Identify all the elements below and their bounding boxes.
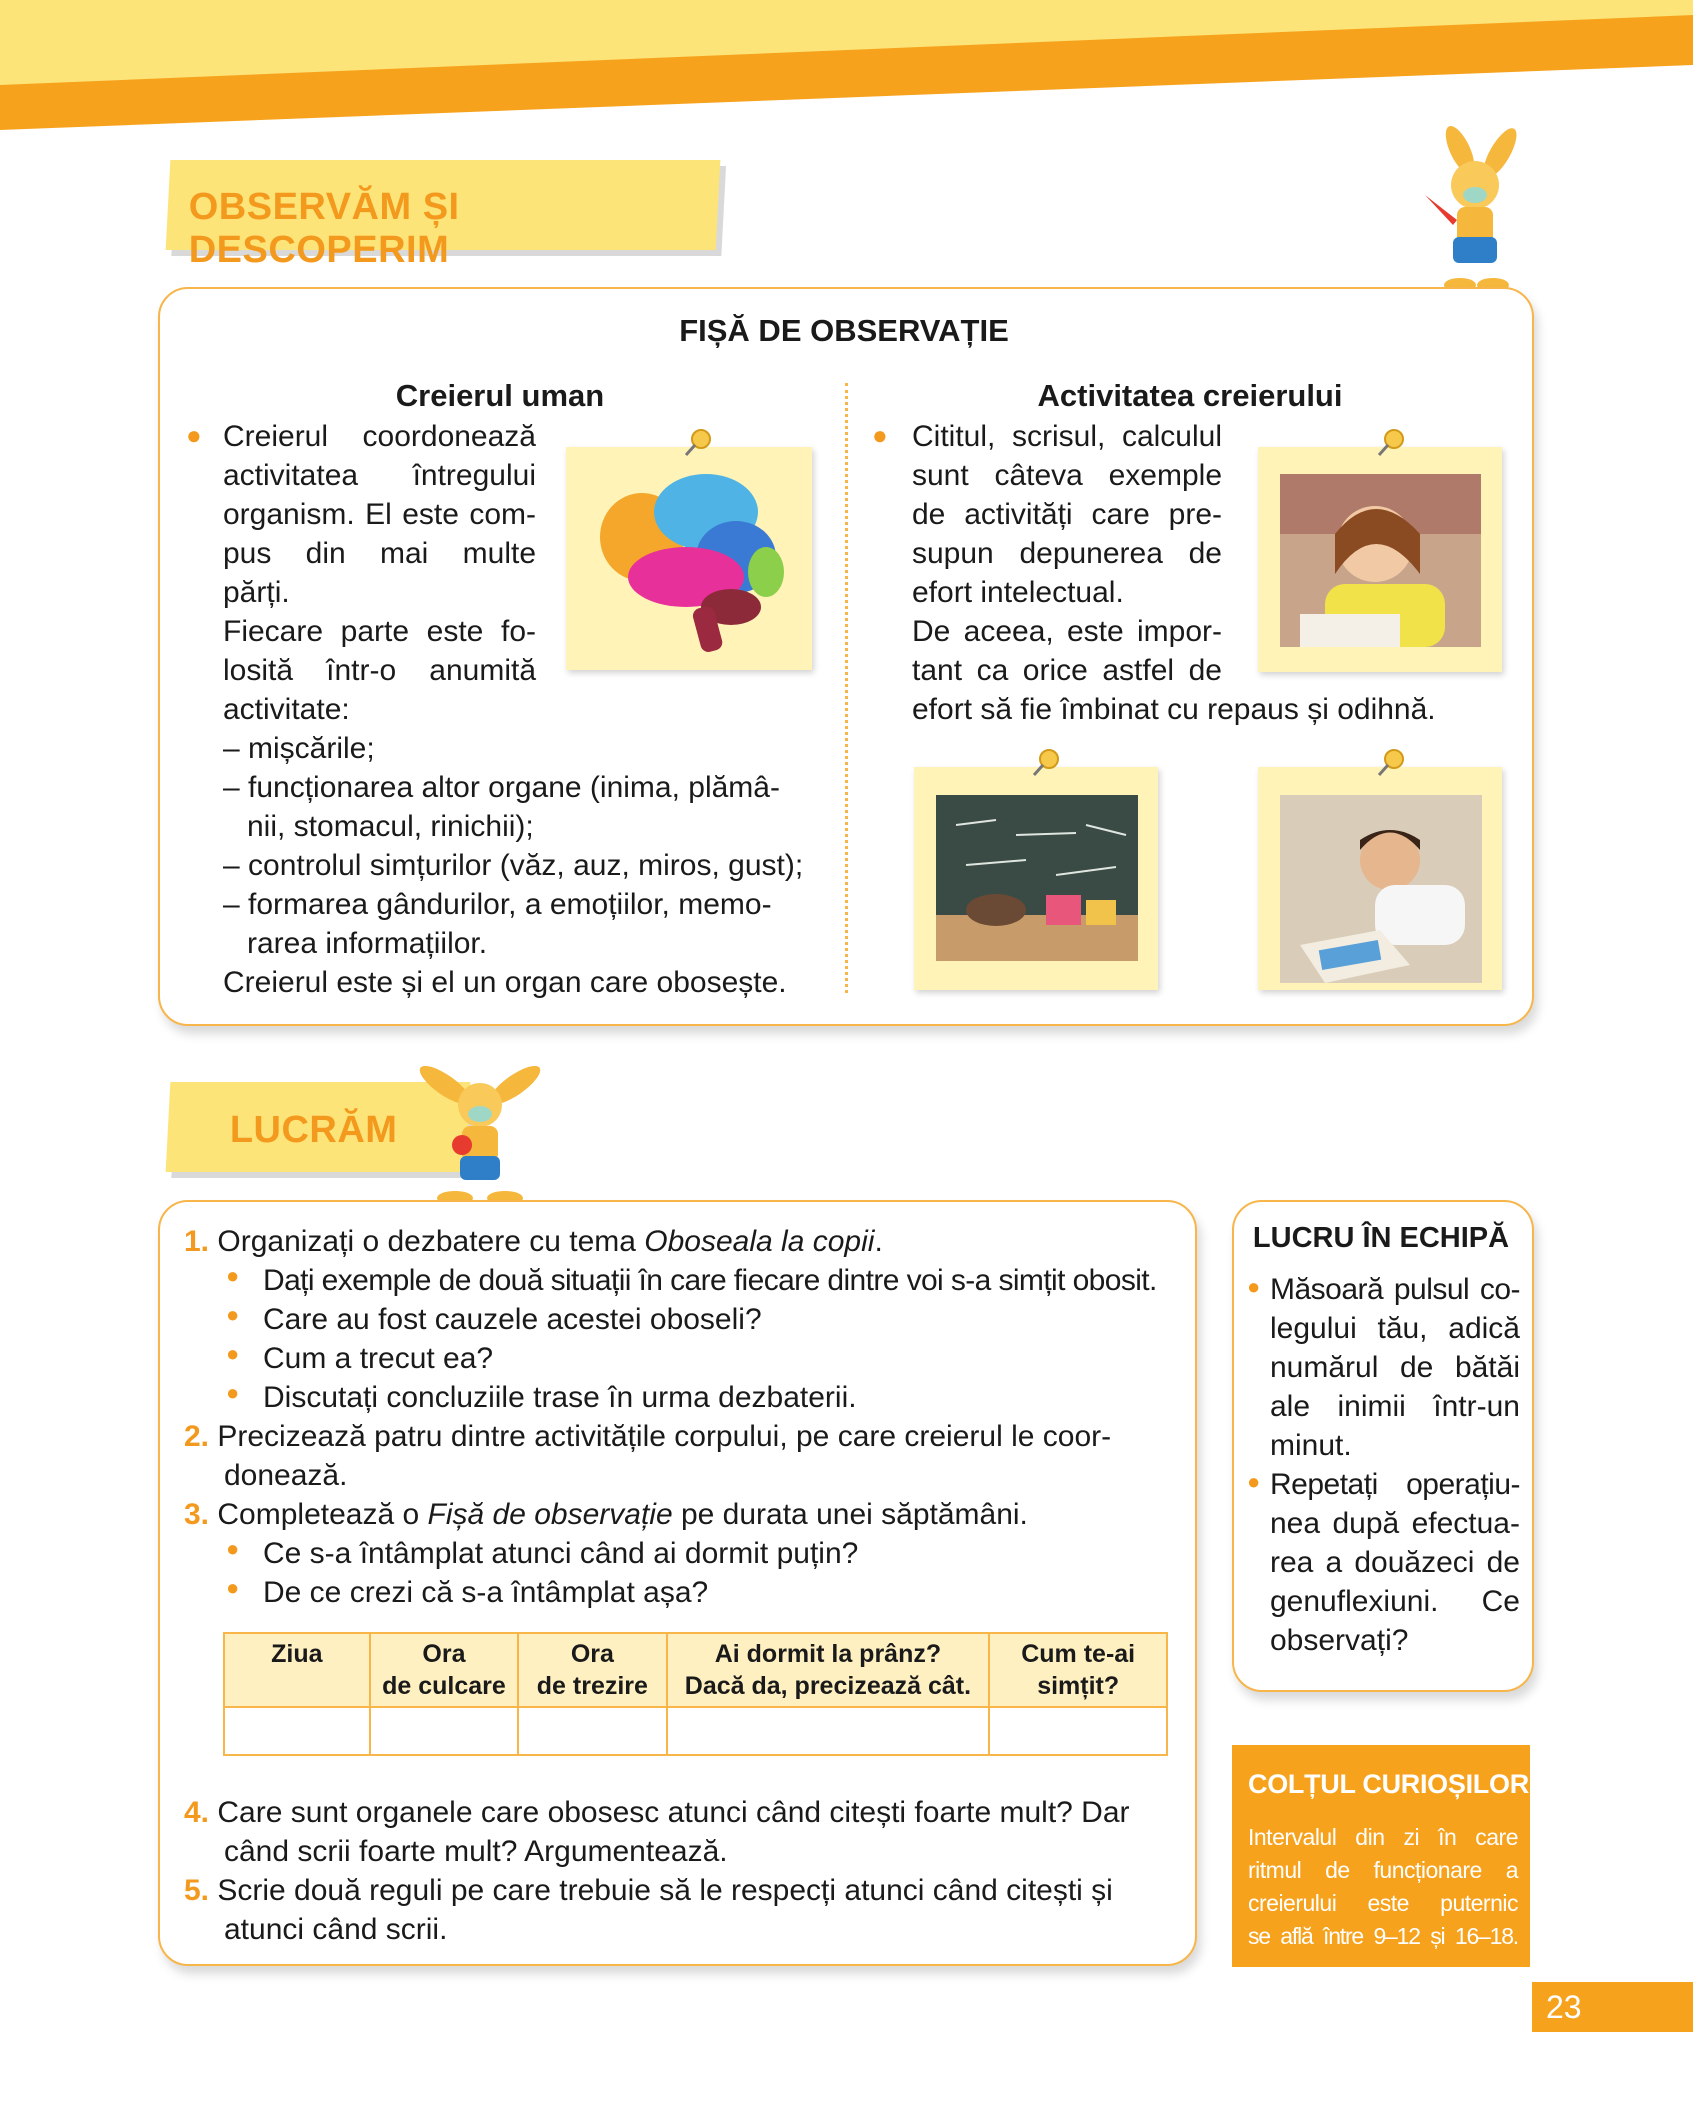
bullet-icon: ● xyxy=(186,420,202,450)
observation-title: FIȘĂ DE OBSERVAȚIE xyxy=(679,313,1009,348)
tired-children-photo xyxy=(936,795,1138,961)
task-3: 3. Completează o Fișă de observație pe durata unei săptămâni. xyxy=(184,1498,1028,1531)
section-title: LUCRĂM xyxy=(229,1109,398,1151)
team-work-bullet-1: Măsoară pulsul co- legului tău, adică numărul de bătăi ale inimii într-un minut. xyxy=(1270,1273,1520,1462)
right-heading: Activitatea creierului xyxy=(1037,378,1343,413)
bullet-icon: ● xyxy=(226,1575,240,1600)
table-header-row: Ziua Ora de culcare Ora de trezire Ai dormit la prânz? Dacă da, precizează cât. Cum te-ai simțit? xyxy=(224,1633,1167,1707)
rabbit-mascot-icon xyxy=(410,1050,550,1210)
bullet-icon: ● xyxy=(226,1536,240,1561)
left-paragraph: Creierul coordonează activitatea întregului organism. El este com- pus din mai multe părți. Fiecare parte este fo- losită într-o anumită activitate: xyxy=(223,420,536,726)
curious-corner-title: COLȚUL CURIOȘILOR xyxy=(1248,1769,1529,1799)
bullet-icon: ● xyxy=(1247,1274,1261,1299)
photo-note-writing xyxy=(1258,447,1502,672)
task-1-bullet: Discutați concluziile trase în urma dezbaterii. xyxy=(263,1381,857,1414)
boy-reading-photo xyxy=(1280,795,1482,983)
task-1-bullet: Care au fost cauzele acestei oboseli? xyxy=(263,1303,762,1336)
curious-corner-text: Intervalul din zi în care ritmul de funcționare a creierului este puternic se află între 9–12 și 16–18. xyxy=(1248,1824,1518,1949)
pushpin-icon xyxy=(1031,748,1061,778)
left-activity-list: – mișcările; – funcționarea altor organe (inima, plămâ- nii, stomacul, rinichii); – controlul simțurilor (văz, auz, miros, gust); – formarea gândurilor, a emoțiilor, memo- rarea informațiilor. Creierul este și el un organ care obosește. xyxy=(223,732,804,999)
page-number: 23 xyxy=(1546,1989,1582,2025)
right-paragraph: Cititul, scrisul, calculul sunt câteva exemple de activități care pre- supun depunerea de efort intelectual. De aceea, este impor- tant ca orice astfel de xyxy=(912,420,1222,687)
bullet-icon: ● xyxy=(226,1302,240,1327)
task-4: 4. Care sunt organele care obosesc atunci când citești foarte mult? Dar când scrii foarte mult? Argumentează. xyxy=(184,1796,1130,1868)
girl-writing-photo xyxy=(1280,474,1481,647)
task-2: 2. Precizează patru dintre activitățile corpului, pe care creierul le coor- donează. xyxy=(184,1420,1112,1492)
left-heading: Creierul uman xyxy=(395,378,605,413)
table-row xyxy=(224,1707,1167,1755)
section-banner-observam xyxy=(166,160,721,271)
bullet-icon: ● xyxy=(1247,1469,1261,1494)
task-3-bullet: De ce crezi că s-a întâmplat așa? xyxy=(263,1576,709,1609)
brain-icon xyxy=(566,447,812,670)
task-5: 5. Scrie două reguli pe care trebuie să le respecți atunci când citești și atunci când scrii. xyxy=(184,1874,1113,1946)
brain-note xyxy=(566,447,812,670)
pushpin-icon xyxy=(1376,748,1406,778)
team-work-title: LUCRU ÎN ECHIPĂ xyxy=(1252,1222,1510,1254)
section-title: OBSERVĂM ȘI DESCOPERIM xyxy=(188,186,460,271)
task-1-bullet: Dați exemple de două situații în care fiecare dintre voi s-a simțit obosit. xyxy=(263,1264,1157,1297)
page-number-box xyxy=(1532,1982,1693,2032)
top-decoration xyxy=(0,0,1693,140)
task-1: 1. Organizați o dezbatere cu tema Oboseala la copii. xyxy=(184,1225,883,1258)
task-1-bullet: Cum a trecut ea? xyxy=(263,1342,494,1375)
curious-corner-box xyxy=(1232,1745,1530,1967)
photo-note-tired xyxy=(914,767,1158,990)
pushpin-icon xyxy=(1376,428,1406,458)
bullet-icon: ● xyxy=(226,1263,240,1288)
team-work-bullet-2: Repetați operațiu- nea după efectua- rea a douăzeci de genuflexiuni. Ce observați? xyxy=(1270,1468,1520,1657)
photo-note-reading xyxy=(1258,767,1502,990)
bullet-icon: ● xyxy=(226,1341,240,1366)
bullet-icon: ● xyxy=(872,420,888,450)
right-last-line: efort să fie îmbinat cu repaus și odihnă. xyxy=(912,693,1436,726)
pushpin-icon xyxy=(683,428,713,458)
bullet-icon: ● xyxy=(226,1380,240,1405)
column-divider xyxy=(845,383,848,993)
observation-table xyxy=(223,1632,1168,1756)
task-3-bullet: Ce s-a întâmplat atunci când ai dormit puțin? xyxy=(263,1537,859,1570)
rabbit-mascot-icon xyxy=(1405,125,1545,300)
